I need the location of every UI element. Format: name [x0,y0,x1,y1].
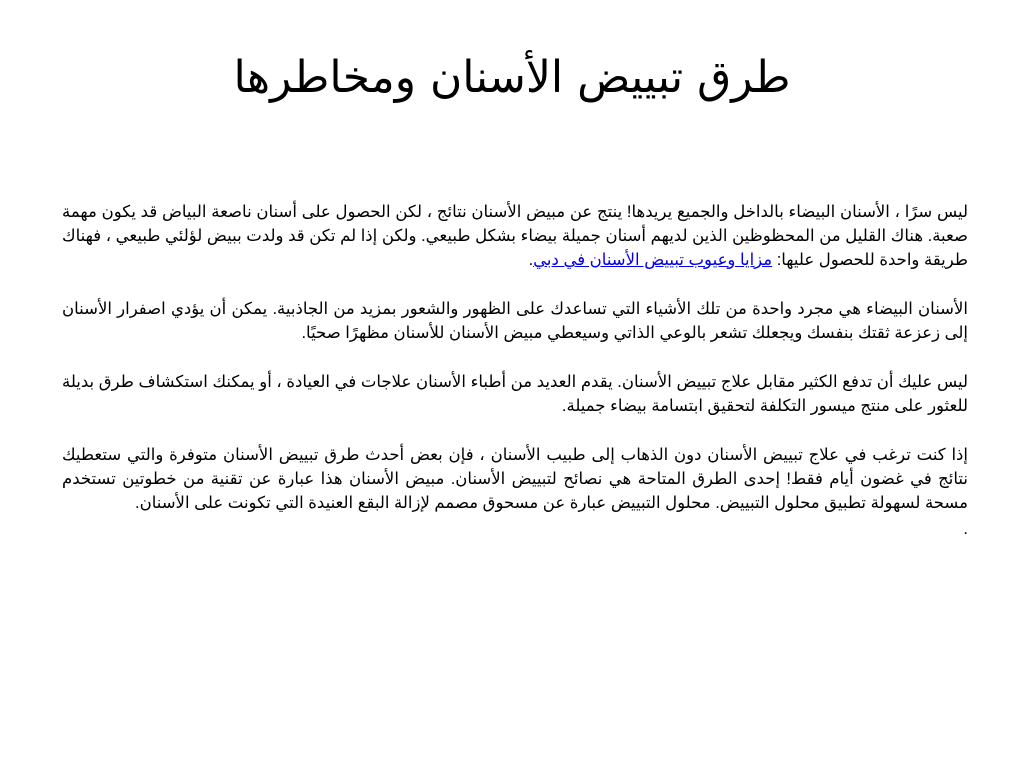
dubai-whitening-link[interactable]: مزايا وعيوب تبييض الأسنان في دبي [533,251,773,269]
paragraph-intro-end: . [528,251,534,269]
slide-body [62,200,968,566]
paragraph-intro [62,200,968,272]
trailing-dot: . [963,520,968,538]
paragraph-intro-text: ليس سرًا ، الأسنان البيضاء بالداخل والجميع يريدها! ينتج عن مبيض الأسنان نتائج ، لكن الحصول على أسنان ناصعة البياض قد يكون مهمة صعبة. هناك القليل من المحظوظين الذين لديهم أسنان جميلة بيضاء بشكل طبيعي. ولكن إذا لم تكن قد ولدت ببيض لؤلئي طبيعي ، فهناك طريقة واحدة للحصول عليها: [62,203,968,269]
paragraph-home-methods: إذا كنت ترغب في علاج تبييض الأسنان دون الذهاب إلى طبيب الأسنان ، فإن بعض أحدث طرق تبييض الأسنان متوفرة والتي ستعطيك نتائج في غضون أيام فقط! إحدى الطرق المتاحة هي نصائح لتبييض الأسنان. مبيض الأسنان هذا عبارة عن تقنية من خطوتين تستخدم مسحة لسهولة تطبيق محلول التبييض. محلول التبييض عبارة عن مسحوق مصمم لإزالة البقع العنيدة التي تكونت على الأسنان. [62,446,968,512]
paragraph-confidence: الأسنان البيضاء هي مجرد واحدة من تلك الأشياء التي تساعدك على الظهور والشعور بمزيد من الجاذبية. يمكن أن يؤدي اصفرار الأسنان إلى زعزعة ثقتك بنفسك ويجعلك تشعر بالوعي الذاتي وسيعطي مبيض الأسنان للأسنان مظهرًا صحيًا. [62,300,968,342]
slide-title: طرق تبييض الأسنان ومخاطرها [233,52,791,103]
paragraph-cost: ليس عليك أن تدفع الكثير مقابل علاج تبييض الأسنان. يقدم العديد من أطباء الأسنان علاجات في العيادة ، أو يمكنك استكشاف طرق بديلة للعثور على منتج ميسور التكلفة لتحقيق ابتسامة بيضاء جميلة. [62,373,968,415]
